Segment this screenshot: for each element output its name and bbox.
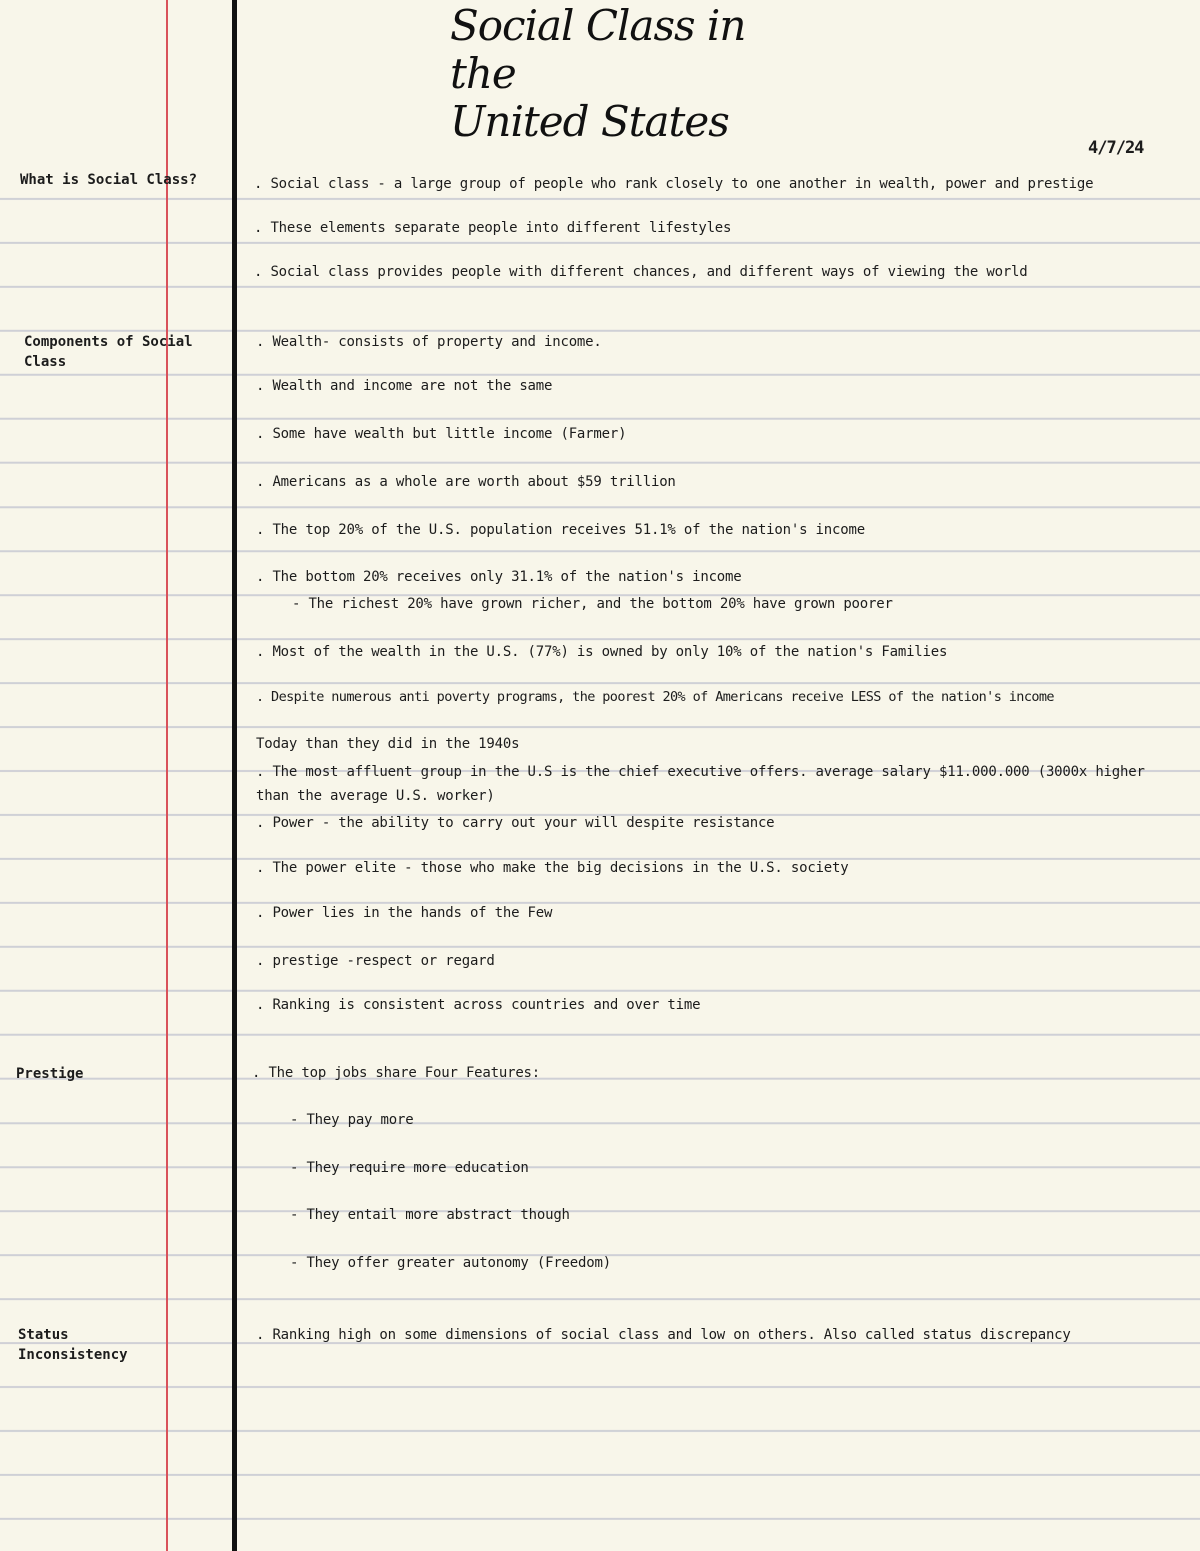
note-line: . Social class provides people with different chances, and different ways of viewing the world	[254, 264, 1028, 280]
note-line: . The top 20% of the U.S. population receives 51.1% of the nation's income	[256, 522, 865, 538]
cue-status-inconsistency: Status Inconsistency	[18, 1327, 128, 1363]
note-line: Today than they did in the 1940s	[256, 736, 520, 752]
note-line: . prestige -respect or regard	[256, 953, 495, 969]
cue-prestige: Prestige	[16, 1066, 84, 1082]
title-line-2: United States	[450, 97, 729, 146]
note-line: . These elements separate people into different lifestyles	[254, 220, 732, 236]
note-line: . Wealth- consists of property and income.	[256, 334, 602, 350]
black-margin-line	[232, 0, 237, 1551]
note-line: . The top jobs share Four Features:	[252, 1065, 541, 1081]
note-line: . Power lies in the hands of the Few	[256, 905, 553, 921]
note-line: . Power - the ability to carry out your will despite resistance	[256, 815, 775, 831]
note-line: . Americans as a whole are worth about $59 trillion	[256, 474, 676, 490]
page-title	[450, 2, 810, 146]
note-line: . Ranking is consistent across countries and over time	[256, 997, 701, 1013]
note-date: 4/7/24	[1088, 138, 1144, 158]
note-line: . The power elite - those who make the big decisions in the U.S. society	[256, 860, 849, 876]
note-line: . The bottom 20% receives only 31.1% of the nation's income	[256, 569, 742, 585]
note-line: . Wealth and income are not the same	[256, 378, 553, 394]
note-line: . Most of the wealth in the U.S. (77%) is owned by only 10% of the nation's Families	[256, 644, 948, 660]
cue-what-is-social-class: What is Social Class?	[20, 172, 198, 188]
note-line: . Despite numerous anti poverty programs, the poorest 20% of Americans receive LESS of the nation's income	[256, 689, 1054, 705]
note-sub-line: - They pay more	[290, 1112, 414, 1128]
note-line: . Ranking high on some dimensions of social class and low on others. Also called status discrepancy	[256, 1327, 1071, 1343]
title-line-1: Social Class in the	[450, 1, 746, 98]
red-margin-line	[166, 0, 168, 1551]
note-line: . Social class - a large group of people who rank closely to one another in wealth, power and prestige	[254, 176, 1094, 192]
note-sub-line: - The richest 20% have grown richer, and the bottom 20% have grown poorer	[292, 596, 893, 612]
note-line: . Some have wealth but little income (Farmer)	[256, 426, 627, 442]
note-line: . The most affluent group in the U.S is the chief executive offers. average salary $11.000.000 (3000x higher than the average U.S. worker)	[256, 764, 1145, 804]
cue-components-of-social-class: Components of Social Class	[24, 334, 193, 370]
note-sub-line: - They entail more abstract though	[290, 1207, 570, 1223]
note-sub-line: - They offer greater autonomy (Freedom)	[290, 1255, 611, 1271]
note-sub-line: - They require more education	[290, 1160, 529, 1176]
